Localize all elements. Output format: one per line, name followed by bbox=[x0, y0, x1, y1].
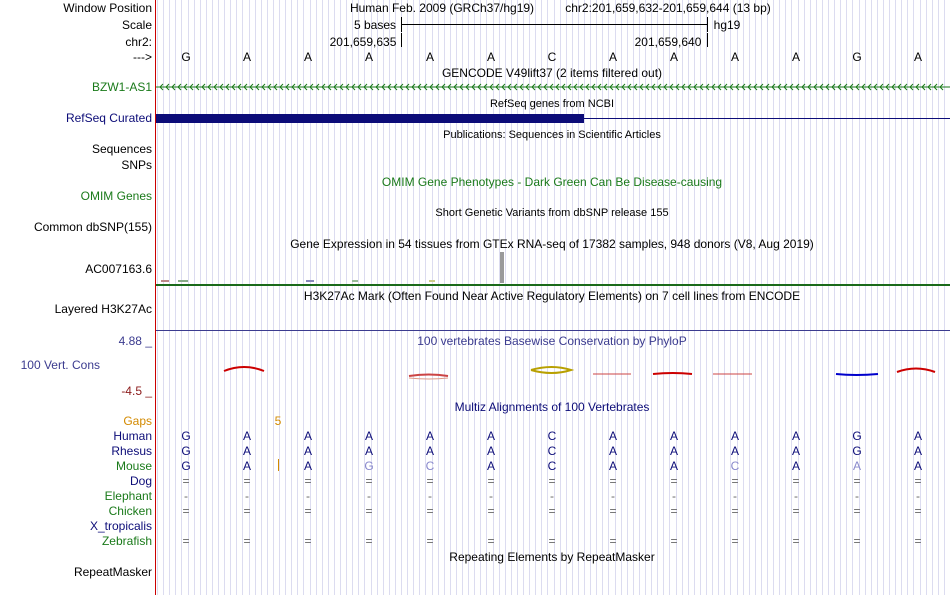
alignment-base-elephant: - bbox=[367, 489, 371, 503]
alignment-base-dog: = bbox=[243, 474, 251, 488]
gencode-track-title: GENCODE V49lift37 (2 items filtered out) bbox=[441, 66, 663, 80]
alignment-base-chicken: = bbox=[365, 504, 373, 518]
scale-bar-right-tick bbox=[707, 17, 708, 32]
alignment-base-dog: = bbox=[731, 474, 739, 488]
track-label-cons[interactable]: 100 Vert. Cons bbox=[20, 358, 100, 372]
scale-bar-left-tick bbox=[401, 17, 402, 32]
gtex-bar bbox=[178, 280, 188, 282]
base-letter: A bbox=[669, 50, 678, 64]
publications-track-title: Publications: Sequences in Scientific Articles bbox=[443, 129, 661, 141]
scale-label: Scale bbox=[121, 18, 152, 32]
scale-bar bbox=[401, 24, 708, 25]
base-letter: A bbox=[303, 50, 312, 64]
gtex-bar bbox=[306, 280, 314, 282]
alignment-base-chicken: = bbox=[853, 504, 861, 518]
alignment-base-human: A bbox=[364, 429, 373, 443]
phylop-conservation-plot[interactable] bbox=[156, 362, 950, 384]
alignment-base-mouse: G bbox=[181, 459, 191, 473]
alignment-base-zebrafish: = bbox=[487, 534, 495, 548]
species-mouse: Mouse bbox=[115, 459, 152, 473]
phylop-track-title: 100 vertebrates Basewise Conservation by PhyloP bbox=[417, 334, 687, 348]
track-label-snps[interactable]: SNPs bbox=[121, 158, 152, 172]
chr-label: chr2: bbox=[125, 35, 152, 49]
base-letter: C bbox=[547, 50, 557, 64]
alignment-base-zebrafish: = bbox=[426, 534, 434, 548]
dbsnp-track-title: Short Genetic Variants from dbSNP release 155 bbox=[435, 207, 669, 219]
gencode-gene-line[interactable] bbox=[156, 82, 950, 92]
alignment-base-zebrafish: = bbox=[243, 534, 251, 548]
alignment-base-mouse: A bbox=[242, 459, 251, 473]
alignment-base-dog: = bbox=[853, 474, 861, 488]
alignment-base-dog: = bbox=[548, 474, 556, 488]
alignment-base-rhesus: A bbox=[913, 444, 922, 458]
coord-tick-mark-1 bbox=[401, 33, 402, 47]
alignment-base-mouse: A bbox=[303, 459, 312, 473]
alignment-base-rhesus: A bbox=[303, 444, 312, 458]
alignment-base-human: C bbox=[547, 429, 557, 443]
alignment-base-rhesus: A bbox=[608, 444, 617, 458]
h3k27ac-baseline bbox=[156, 330, 950, 331]
alignment-base-human: A bbox=[608, 429, 617, 443]
alignment-base-dog: = bbox=[365, 474, 373, 488]
species-elephant: Elephant bbox=[104, 489, 152, 503]
db-label: hg19 bbox=[713, 18, 741, 32]
alignment-base-dog: = bbox=[426, 474, 434, 488]
track-label-gutter bbox=[0, 0, 155, 595]
gtex-track-title: Gene Expression in 54 tissues from GTEx RNA-seq of 17382 samples, 948 donors (V8, Aug 2019) bbox=[290, 237, 814, 251]
gap-marker bbox=[278, 459, 279, 471]
species-dog: Dog bbox=[129, 474, 152, 488]
track-label-gtex[interactable]: AC007163.6 bbox=[85, 262, 152, 276]
repeatmasker-track-title: Repeating Elements by RepeatMasker bbox=[449, 550, 655, 564]
alignment-base-mouse: C bbox=[547, 459, 557, 473]
alignment-base-zebrafish: = bbox=[609, 534, 617, 548]
alignment-base-dog: = bbox=[182, 474, 190, 488]
alignment-base-zebrafish: = bbox=[304, 534, 312, 548]
alignment-base-chicken: = bbox=[243, 504, 251, 518]
alignment-base-rhesus: C bbox=[547, 444, 557, 458]
base-letter: G bbox=[852, 50, 862, 64]
base-letter: G bbox=[181, 50, 191, 64]
base-letter: A bbox=[913, 50, 922, 64]
position-range: chr2:201,659,632-201,659,644 (13 bp) bbox=[565, 1, 771, 15]
alignment-base-chicken: = bbox=[182, 504, 190, 518]
alignment-base-rhesus: A bbox=[669, 444, 678, 458]
alignment-base-dog: = bbox=[304, 474, 312, 488]
strand-arrow-label: ---> bbox=[133, 50, 152, 64]
alignment-base-human: G bbox=[181, 429, 191, 443]
alignment-base-mouse: A bbox=[852, 459, 861, 473]
alignment-base-mouse: A bbox=[913, 459, 922, 473]
alignment-base-rhesus: A bbox=[364, 444, 373, 458]
alignment-base-zebrafish: = bbox=[914, 534, 922, 548]
alignment-base-chicken: = bbox=[426, 504, 434, 518]
alignment-base-elephant: - bbox=[245, 489, 249, 503]
track-label-bzw1-as1[interactable]: BZW1-AS1 bbox=[91, 80, 152, 94]
alignment-base-human: A bbox=[486, 429, 495, 443]
alignment-base-chicken: = bbox=[548, 504, 556, 518]
alignment-base-rhesus: A bbox=[730, 444, 739, 458]
alignment-base-dog: = bbox=[487, 474, 495, 488]
phylop-ymax-label: 4.88 _ bbox=[118, 334, 152, 348]
base-letter: A bbox=[486, 50, 495, 64]
species-chicken: Chicken bbox=[108, 504, 152, 518]
alignment-base-chicken: = bbox=[914, 504, 922, 518]
scale-text: 5 bases bbox=[353, 18, 397, 32]
track-label-gaps[interactable]: Gaps bbox=[123, 414, 152, 428]
alignment-base-mouse: A bbox=[791, 459, 800, 473]
alignment-base-dog: = bbox=[914, 474, 922, 488]
alignment-base-mouse: C bbox=[730, 459, 740, 473]
alignment-base-human: A bbox=[242, 429, 251, 443]
alignment-base-mouse: A bbox=[486, 459, 495, 473]
alignment-base-elephant: - bbox=[428, 489, 432, 503]
coord-tick-2: 201,659,640 bbox=[634, 35, 702, 49]
track-label-common-dbsnp[interactable]: Common dbSNP(155) bbox=[33, 220, 152, 234]
alignment-base-rhesus: A bbox=[242, 444, 251, 458]
phylop-ymin-label: -4.5 _ bbox=[121, 384, 152, 398]
browser-track-image[interactable] bbox=[155, 0, 950, 595]
alignment-base-zebrafish: = bbox=[670, 534, 678, 548]
track-label-omim[interactable]: OMIM Genes bbox=[80, 189, 152, 203]
alignment-base-elephant: - bbox=[184, 489, 188, 503]
alignment-base-human: A bbox=[303, 429, 312, 443]
alignment-base-mouse: G bbox=[364, 459, 374, 473]
alignment-base-dog: = bbox=[670, 474, 678, 488]
refseq-track-title: RefSeq genes from NCBI bbox=[489, 98, 615, 110]
alignment-base-elephant: - bbox=[672, 489, 676, 503]
track-label-refseq[interactable]: RefSeq Curated bbox=[65, 111, 152, 125]
alignment-base-rhesus: G bbox=[852, 444, 862, 458]
alignment-base-zebrafish: = bbox=[548, 534, 556, 548]
alignment-base-elephant: - bbox=[794, 489, 798, 503]
window-position-label: Window Position bbox=[63, 1, 152, 15]
gap-count: 5 bbox=[274, 414, 282, 428]
refseq-intron-line bbox=[584, 118, 950, 119]
alignment-base-chicken: = bbox=[609, 504, 617, 518]
alignment-base-elephant: - bbox=[489, 489, 493, 503]
alignment-base-elephant: - bbox=[550, 489, 554, 503]
alignment-base-zebrafish: = bbox=[182, 534, 190, 548]
alignment-base-human: A bbox=[730, 429, 739, 443]
alignment-base-chicken: = bbox=[487, 504, 495, 518]
base-letter: A bbox=[608, 50, 617, 64]
species-human: Human bbox=[113, 429, 152, 443]
alignment-base-elephant: - bbox=[733, 489, 737, 503]
alignment-base-chicken: = bbox=[792, 504, 800, 518]
coord-tick-mark-2 bbox=[707, 33, 708, 47]
species-rhesus: Rhesus bbox=[111, 444, 152, 458]
alignment-base-human: A bbox=[791, 429, 800, 443]
track-label-repeatmasker[interactable]: RepeatMasker bbox=[73, 565, 152, 579]
base-letter: A bbox=[730, 50, 739, 64]
alignment-base-dog: = bbox=[792, 474, 800, 488]
alignment-base-human: G bbox=[852, 429, 862, 443]
alignment-base-human: A bbox=[913, 429, 922, 443]
omim-track-title: OMIM Gene Phenotypes - Dark Green Can Be Disease-causing bbox=[381, 175, 723, 189]
alignment-base-rhesus: A bbox=[486, 444, 495, 458]
species-zebrafish: Zebrafish bbox=[101, 534, 152, 548]
alignment-base-elephant: - bbox=[611, 489, 615, 503]
alignment-base-zebrafish: = bbox=[853, 534, 861, 548]
multiz-track-title: Multiz Alignments of 100 Vertebrates bbox=[454, 400, 650, 414]
alignment-base-zebrafish: = bbox=[365, 534, 373, 548]
track-label-sequences[interactable]: Sequences bbox=[91, 142, 152, 156]
alignment-base-mouse: A bbox=[608, 459, 617, 473]
species-x-tropicalis: X_tropicalis bbox=[89, 519, 152, 533]
alignment-base-elephant: - bbox=[855, 489, 859, 503]
coord-tick-1: 201,659,635 bbox=[329, 35, 397, 49]
alignment-base-chicken: = bbox=[304, 504, 312, 518]
gtex-bar bbox=[352, 280, 358, 282]
gtex-bar bbox=[500, 252, 504, 283]
base-letter: A bbox=[791, 50, 800, 64]
alignment-base-elephant: - bbox=[306, 489, 310, 503]
gtex-expression-bars[interactable] bbox=[156, 252, 950, 284]
alignment-base-chicken: = bbox=[670, 504, 678, 518]
alignment-base-rhesus: A bbox=[791, 444, 800, 458]
alignment-base-elephant: - bbox=[916, 489, 920, 503]
alignment-base-mouse: C bbox=[425, 459, 435, 473]
alignment-base-dog: = bbox=[609, 474, 617, 488]
h3k27ac-track-title: H3K27Ac Mark (Often Found Near Active Regulatory Elements) on 7 cell lines from ENCODE bbox=[303, 289, 801, 303]
alignment-base-zebrafish: = bbox=[792, 534, 800, 548]
base-letter: A bbox=[242, 50, 251, 64]
base-letter: A bbox=[364, 50, 373, 64]
alignment-base-rhesus: G bbox=[181, 444, 191, 458]
gtex-baseline bbox=[156, 284, 950, 286]
base-letter: A bbox=[425, 50, 434, 64]
alignment-base-human: A bbox=[425, 429, 434, 443]
alignment-base-mouse: A bbox=[669, 459, 678, 473]
alignment-base-chicken: = bbox=[731, 504, 739, 518]
track-label-h3k27ac[interactable]: Layered H3K27Ac bbox=[54, 302, 152, 316]
alignment-base-zebrafish: = bbox=[731, 534, 739, 548]
assembly-title: Human Feb. 2009 (GRCh37/hg19) bbox=[349, 1, 535, 15]
gtex-bar bbox=[161, 280, 169, 282]
refseq-exon-block[interactable] bbox=[156, 114, 584, 123]
alignment-base-rhesus: A bbox=[425, 444, 434, 458]
alignment-base-human: A bbox=[669, 429, 678, 443]
gtex-bar bbox=[429, 280, 435, 282]
